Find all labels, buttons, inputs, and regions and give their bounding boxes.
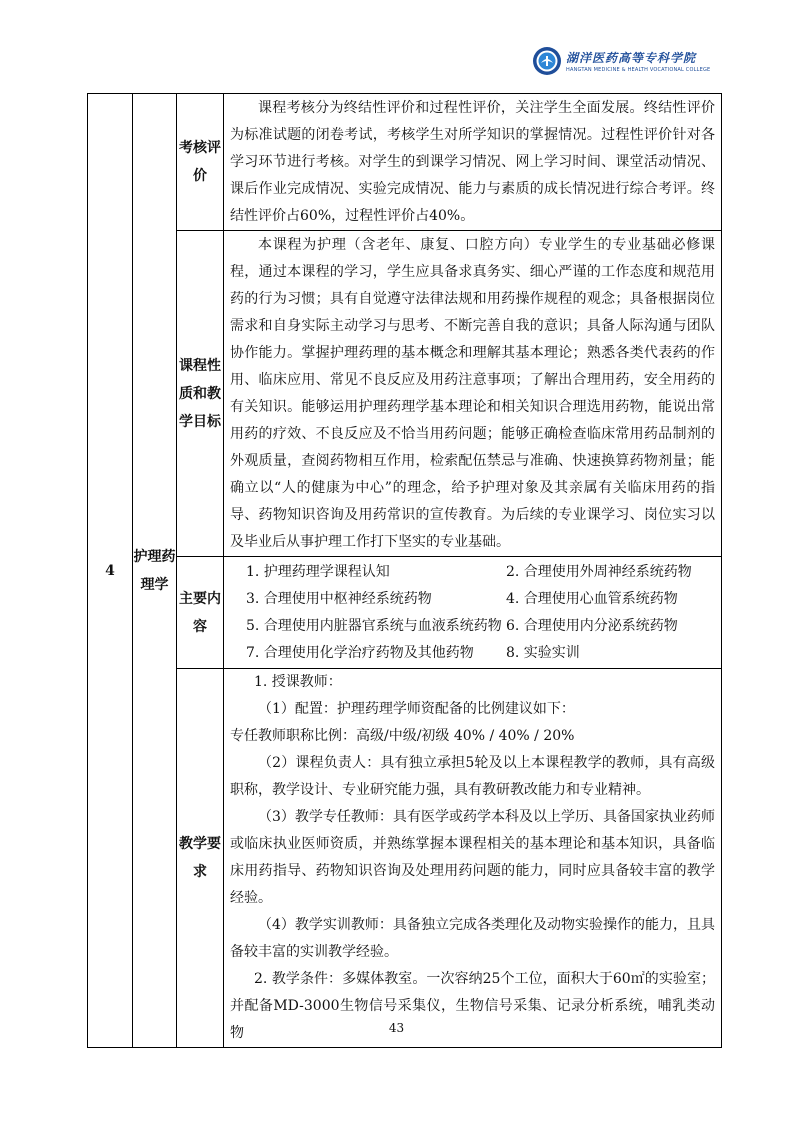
assessment-label: 考核评价	[177, 94, 224, 231]
table-row-requirements	[88, 669, 722, 1048]
list-item: 3. 合理使用中枢神经系统药物	[246, 590, 432, 607]
requirements-p6: （4）教学实训教师：具备独立完成各类理化及动物实验操作的能力，且具备较丰富的实训教学经验。	[230, 917, 715, 960]
school-emblem-icon	[532, 46, 562, 76]
school-name-cn: 湖洋医药高等专科学院	[566, 51, 697, 65]
content-label: 主要内容	[177, 557, 224, 669]
list-item: 8. 实验实训	[506, 644, 580, 661]
school-name	[566, 49, 710, 73]
row-number: 4	[88, 94, 133, 1048]
assessment-text: 课程考核分为终结性评价和过程性评价，关注学生全面发展。终结性评价为标准试题的闭卷考试，考核学生对所学知识的掌握情况。过程性评价针对各学习环节进行考核。对学生的到课学习情况、网上学习时间、课堂活动情况、课后作业完成情况、实验完成情况、能力与素质的成长情况进行综合考评。终结性评价占60%，过程性评价占40%。	[230, 99, 715, 224]
table-row-assessment	[88, 94, 722, 231]
course-name: 护理药理学	[133, 94, 177, 1048]
table-row-nature	[88, 231, 722, 557]
school-name-en: HANGTAN MEDICINE & HEALTH VOCATIONAL COLLEGE	[566, 67, 711, 73]
list-item: 6. 合理使用内分泌系统药物	[506, 617, 678, 634]
nature-text: 本课程为护理（含老年、康复、口腔方向）专业学生的专业基础必修课程，通过本课程的学习，学生应具备求真务实、细心严谨的工作态度和规范用药的行为习惯；具有自觉遵守法律法规和用药操作规程的观念；具备根据岗位需求和自身实际主动学习与思考、不断完善自我的意识；具备人际沟通与团队协作能力。掌握护理药理的基本概念和理解其基本理论；熟悉各类代表药的作用、临床应用、常见不良反应及用药注意事项；了解出合理用药，安全用药的有关知识。能够运用护理药理学基本理论和相关知识合理选用药物，能说出常用药的疗效、不良反应及不恰当用药问题；能够正确检查临床常用药品制剂的外观质量，查阅药物相互作用，检索配伍禁忌与准确、快速换算药物剂量；能确立以“人的健康为中心”的理念，给予护理对象及其亲属有关临床用药的指导、药物知识咨询及用药常识的宣传教育。为后续的专业课学习、岗位实习以及毕业后从事护理工作打下坚实的专业基础。	[230, 236, 715, 550]
requirements-p7: 2. 教学条件：多媒体教室。一次容纳25个工位，面积大于60㎡的实验室；并配备MD-3000生物信号采集仪，生物信号采集、记录分析系统，哺乳类动物	[230, 971, 715, 1041]
table-row-content	[88, 557, 722, 669]
list-item: 4. 合理使用心血管系统药物	[506, 590, 678, 607]
list-item: 7. 合理使用化学治疗药物及其他药物	[246, 644, 474, 661]
page-number: 43	[388, 1021, 405, 1035]
requirements-p3: 专任教师职称比例：高级/中级/初级 40% / 40% / 20%	[230, 728, 575, 744]
list-item: 1. 护理药理学课程认知	[246, 563, 390, 580]
content-cell	[224, 557, 722, 669]
nature-label: 课程性质和教学目标	[177, 231, 224, 557]
list-item: 5. 合理使用内脏器官系统与血液系统药物	[246, 617, 502, 634]
content-list	[224, 559, 721, 667]
requirements-p5: （3）教学专任教师：具有医学或药学本科及以上学历、具备国家执业药师或临床执业医师资质，并熟练掌握本课程相关的基本理论和基本知识，具备临床用药指导、药物知识咨询及处理用药问题的能力，同时应具备较丰富的教学经验。	[230, 809, 715, 906]
requirements-label: 教学要求	[177, 669, 224, 1048]
course-table	[87, 93, 722, 1048]
requirements-p1: 1. 授课教师：	[254, 674, 342, 690]
requirements-cell	[224, 669, 722, 1048]
requirements-p4: （2）课程负责人：具有独立承担5轮及以上本课程教学的教师，具有高级职称，教学设计、专业研究能力强，具有教研教改能力和专业精神。	[230, 755, 715, 798]
nature-cell	[224, 231, 722, 557]
list-item: 2. 合理使用外周神经系统药物	[506, 563, 692, 580]
assessment-cell	[224, 94, 722, 231]
school-logo	[532, 46, 710, 76]
requirements-p2: （1）配置：护理药理学师资配备的比例建议如下：	[258, 701, 575, 717]
